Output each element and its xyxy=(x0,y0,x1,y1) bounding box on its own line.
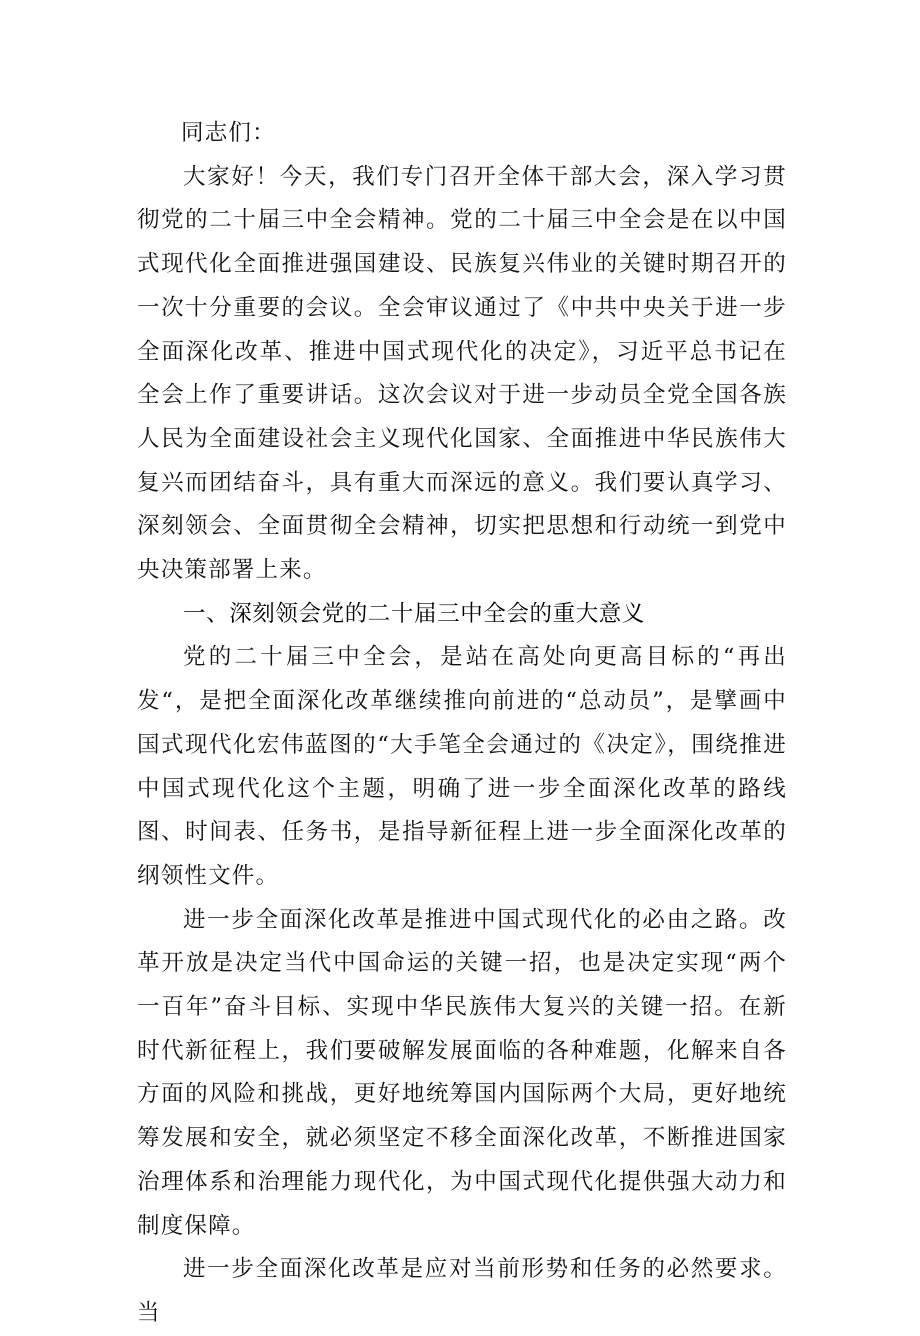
section-paragraph-1: 党的二十届三中全会，是站在高处向更高目标的“再出发“，是把全面深化改革继续推向前进的“总动员”，是擘画中国式现代化宏伟蓝图的“大手笔全会通过的《决定》，围绕推进中国式现代化这个主题，明确了进一步全面深化改革的路线图、时间表、任务书，是指导新征程上进一步全面深化改革的纲领性文件。 xyxy=(137,644,787,889)
document-body xyxy=(137,112,787,1336)
section-paragraph-3: 进一步全面深化改革是应对当前形势和任务的必然要求。当 xyxy=(137,1256,787,1326)
opening-paragraph: 大家好！今天，我们专门召开全体干部大会，深入学习贯彻党的二十届三中全会精神。党的二十届三中全会是在以中国式现代化全面推进强国建设、民族复兴伟业的关键时期召开的一次十分重要的会议。全会审议通过了《中共中央关于进一步全面深化改革、推进中国式现代化的决定》，习近平总书记在全会上作了重要讲话。这次会议对于进一步动员全党全国各族人民为全面建设社会主义现代化国家、全面推进中华民族伟大复兴而团结奋斗，具有重大而深远的意义。我们要认真学习、深刻领会、全面贯彻全会精神，切实把思想和行动统一到党中央决策部署上来。 xyxy=(137,163,787,584)
section-heading: 一、深刻领会党的二十届三中全会的重大意义 xyxy=(183,600,646,627)
salutation: 同志们： xyxy=(181,120,276,146)
section-paragraph-2: 进一步全面深化改革是推进中国式现代化的必由之路。改革开放是决定当代中国命运的关键一招，也是决定实现“两个一百年”奋斗目标、实现中华民族伟大复兴的关键一招。在新时代新征程上，我们要破解发展面临的各种难题，化解来自各方面的风险和挑战，更好地统筹国内国际两个大局，更好地统筹发展和安全，就必须坚定不移全面深化改革，不断推进国家治理体系和治理能力现代化，为中国式现代化提供强大动力和制度保障。 xyxy=(137,906,787,1239)
